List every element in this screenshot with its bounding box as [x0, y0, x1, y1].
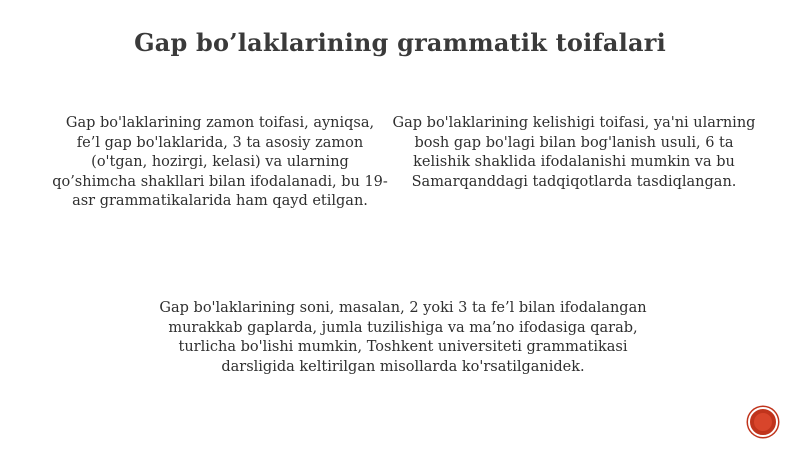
paragraph-tense: Gap bo'laklarining zamon toifasi, ayniqsa, fe’l gap bo'laklarida, 3 ta asosiy zamon (o'tgan, hozirgi, kelasi) va ularning qo’shimcha shakllari bilan ifodalanadi, bu 19-asr grammatikalarida ham qayd etilgan. [52, 115, 388, 209]
paragraph-count: Gap bo'laklarining soni, masalan, 2 yoki 3 ta fe’l bilan ifodalangan murakkab gaplarda, jumla tuzilishiga va ma’no ifodasiga qarab, turlicha bo'lishi mumkin, Toshkent universiteti grammatikasi darsligida keltirilgan misollarda ko'rsatilganidek. [159, 300, 647, 375]
slide-title: Gap bo’laklarining grammatik toifalari [134, 28, 666, 57]
paragraph-case: Gap bo'laklarining kelishigi toifasi, ya'ni ularning bosh gap bo'lagi bilan bog'lanish usuli, 6 ta kelishik shaklida ifodalanishi mumkin va bu Samarqanddagi tadqiqotlarda tasdiqlangan. [392, 115, 756, 190]
next-slide-button[interactable] [748, 407, 778, 437]
